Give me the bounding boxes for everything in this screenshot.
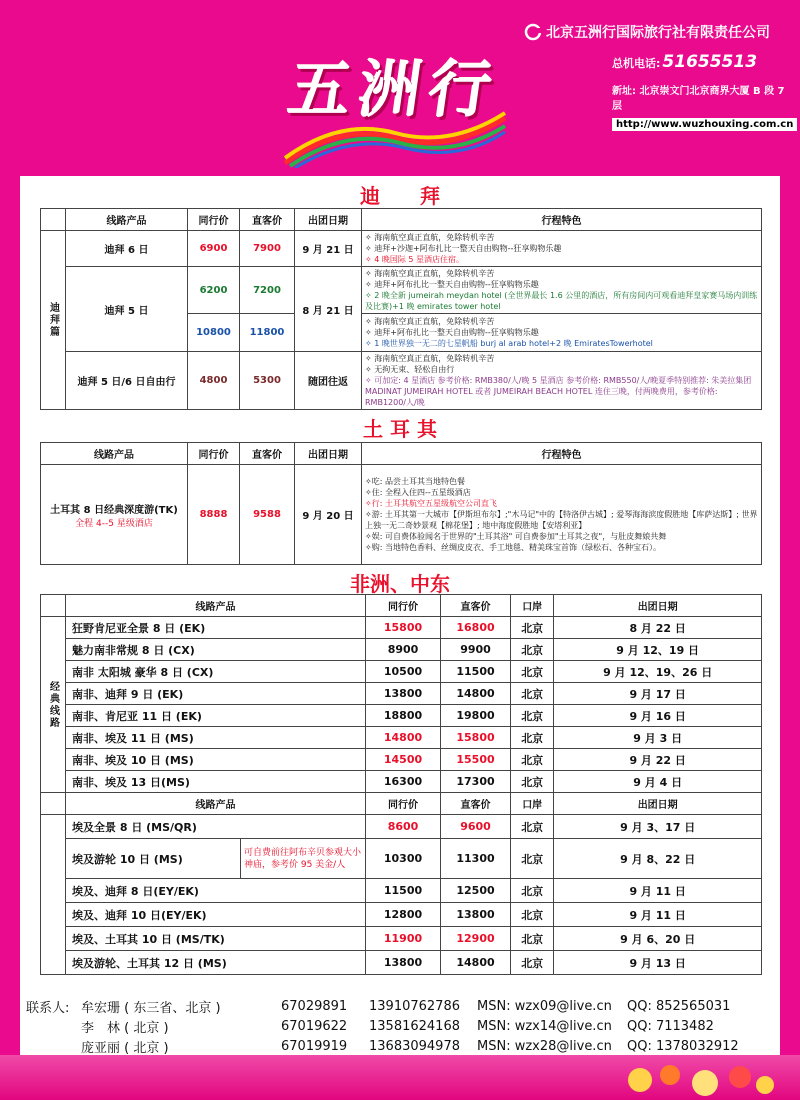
website-link[interactable]: http://www.wuzhouxing.com.cn: [612, 118, 797, 131]
turkey-features: ✧吃: 品尝土耳其当地特色餐 ✧住: 全程入住四--五星级酒店 ✧行: 土耳其航空五星级航空公司直飞 ✧游: 土耳其第一大城市【伊斯坦布尔】;"木马记"中的【特洛伊古城】; 爱琴海海滨度假胜地【库萨达斯】; 世界上独一无二奇妙景观【棉花堡】; 地中海度假胜地【安塔利亚】 ✧娱: 可自费体验闻名于世界的"土耳其浴" 可自费参加"土耳其之夜"，与肚皮舞娘共舞 ✧购: 当地特色香料、丝绸皮皮衣、手工地毯、精美珠宝首饰（绿松石、各种宝石）。: [362, 465, 762, 565]
company-info: [524, 22, 794, 131]
table-row: 南非、肯尼亚 11 日 (EK) 18800 19800 北京 9 月 16 日: [41, 705, 762, 727]
table-row: 埃及全景 8 日 (MS/QR) 8600 9600 北京 9 月 3、17 日: [41, 815, 762, 839]
table-row: 10800 11800 ✧ 海南航空真正直航，免除转机辛苦 ✧ 迪拜+阿布扎比一整天自由购物--狂享购物乐趣 ✧ 1 晚世界独一无二的七星帆船 burj al arab hotel+2 晚 EmiratesTowerhotel: [41, 314, 762, 352]
address: 新址: 北京崇文门北京商界大厦 B 段 7 层: [612, 86, 785, 112]
turkey-title: 土 耳 其: [363, 417, 437, 441]
table-row: 埃及游轮 10 日 (MS) 可自费前往阿布辛贝参观大小神庙，参考价 95 美金/人 10300 11300 北京 9 月 8、22 日: [41, 839, 762, 879]
company-logo: [270, 40, 530, 170]
contact-row: 李 林 ( 北京 ) 67019622 13581624168 MSN: wzx14@live.cn QQ: 7113482: [81, 1018, 714, 1036]
table-row: 经典线路 狂野肯尼亚全景 8 日 (EK) 15800 16800 北京 8 月 22 日: [41, 617, 762, 639]
header: [0, 0, 800, 170]
contacts: [26, 996, 786, 1056]
africa-title: 非洲、中东: [350, 572, 450, 596]
contact-row: 庞亚丽 ( 北京 ) 67019919 13683094978 MSN: wzx28@live.cn QQ: 1378032912: [81, 1038, 739, 1056]
row-note: 可自费前往阿布辛贝参观大小神庙，参考价 95 美金/人: [241, 839, 366, 879]
table-row: 南非、埃及 11 日 (MS) 14800 15800 北京 9 月 3 日: [41, 727, 762, 749]
dubai-features: ✧ 海南航空真正直航，免除转机辛苦 ✧ 迪拜+阿布扎比一整天自由购物--狂享购物乐趣 ✧ 2 晚全新 jumeirah meydan hotel (全世界最长 1.6 公里的酒店，所有房间内可观看迪拜皇家赛马场内训练及比赛)+1 晚 emirates tower hotel: [362, 267, 762, 314]
logo-text: 五洲行: [284, 53, 505, 126]
africa-table: [40, 594, 762, 975]
africa-section-label: 经典线路: [41, 617, 66, 793]
contact-row: 联系人: 牟宏珊 ( 东三省、北京 ) 67029891 13910762786 MSN: wzx09@live.cn QQ: 852565031: [26, 998, 731, 1016]
tel-number: 51655513: [662, 52, 758, 72]
table-row: 土耳其 8 日经典深度游(TK) 全程 4--5 星级酒店 8888 9588 9 月 20 日 ✧吃: 品尝土耳其当地特色餐 ✧住: 全程入住四--五星级酒店 ✧行: 土耳其航空五星级航空公司直飞 ✧游: 土耳其第一大城市【伊斯坦布尔】;"木马记"中的【特洛伊古城】; 爱琴海海滨度假胜地【库萨达斯】; 世界上独一无二奇妙景观【棉花堡】; 地中海度假胜地【安塔利亚】 ✧娱: 可自费体验闻名于世界的"土耳其浴" 可自费参加"土耳其之夜"，与肚皮舞娘共舞 ✧购: 当地特色香料、丝绸皮皮衣、手工地毯、精美珠宝首饰（绿松石、各种宝石）。: [41, 465, 762, 565]
table-row: 迪拜篇 迪拜 6 日 6900 7900 9 月 21 日 ✧ 海南航空真正直航，免除转机辛苦 ✧ 迪拜+沙迦+阿布扎比一整天自由购物--狂享购物乐趣 ✧ 4 晚国际 5 星酒店住宿。: [41, 231, 762, 267]
dubai-features: ✧ 海南航空真正直航，免除转机辛苦 ✧ 迪拜+沙迦+阿布扎比一整天自由购物--狂享购物乐趣 ✧ 4 晚国际 5 星酒店住宿。: [362, 231, 762, 267]
dubai-section-label: 迪拜篇: [41, 231, 66, 410]
turkey-product: 土耳其 8 日经典深度游(TK) 全程 4--5 星级酒店: [41, 465, 188, 565]
africa-header-row-2: 线路产品 同行价 直客价 口岸 出团日期: [41, 793, 762, 815]
table-row: 南非、埃及 13 日(MS) 16300 17300 北京 9 月 4 日: [41, 771, 762, 793]
content-panel: [20, 176, 780, 1055]
table-row: 埃及、土耳其 10 日 (MS/TK) 11900 12900 北京 9 月 6、20 日: [41, 927, 762, 951]
table-row: 南非、埃及 10 日 (MS) 14500 15500 北京 9 月 22 日: [41, 749, 762, 771]
africa-header-row: 线路产品 同行价 直客价 口岸 出团日期: [41, 595, 762, 617]
turkey-header-row: 线路产品 同行价 直客价 出团日期 行程特色: [41, 443, 762, 465]
dubai-header-row: 线路产品 同行价 直客价 出团日期 行程特色: [41, 209, 762, 231]
dubai-features: ✧ 海南航空真正直航，免除转机辛苦 ✧ 迪拜+阿布扎比一整天自由购物--狂享购物乐趣 ✧ 1 晚世界独一无二的七星帆船 burj al arab hotel+2 晚 EmiratesTowerhotel: [362, 314, 762, 352]
company-emblem-icon: [524, 23, 542, 41]
rainbow-ribbon: [280, 108, 510, 168]
table-row: 魅力南非常规 8 日 (CX) 8900 9900 北京 9 月 12、19 日: [41, 639, 762, 661]
dubai-table: [40, 208, 762, 410]
table-row: 迪拜 5 日/6 日自由行 4800 5300 随团往返 ✧ 海南航空真正直航，免除转机辛苦 ✧ 无拘无束、轻松自由行 ✧ 可加定: 4 星酒店 参考价格: RMB380/人/晚 5 星酒店 参考价格: RMB550/人/晚夏季特别推荐: 朱美拉集团 MADINAT JUMEIRAH HOTEL 或者 JUMEIRAH BEACH HOTEL 连住三晚，付两晚费用，参考价格: RMB1200/人/晚: [41, 352, 762, 410]
tel-row: 总机电话: 51655513: [612, 52, 758, 72]
table-row: 埃及游轮、土耳其 12 日 (MS) 13800 14800 北京 9 月 13 日: [41, 951, 762, 975]
company-name: 北京五洲行国际旅行社有限责任公司: [524, 22, 794, 42]
table-row: 南非 太阳城 豪华 8 日 (CX) 10500 11500 北京 9 月 12、19、26 日: [41, 661, 762, 683]
table-row: 埃及、迪拜 10 日(EY/EK) 12800 13800 北京 9 月 11 日: [41, 903, 762, 927]
festive-decoration: [610, 1055, 780, 1100]
table-row: 埃及、迪拜 8 日(EY/EK) 11500 12500 北京 9 月 11 日: [41, 879, 762, 903]
dubai-features: ✧ 海南航空真正直航，免除转机辛苦 ✧ 无拘无束、轻松自由行 ✧ 可加定: 4 星酒店 参考价格: RMB380/人/晚 5 星酒店 参考价格: RMB550/人/晚夏季特别推荐: 朱美拉集团 MADINAT JUMEIRAH HOTEL 或者 JUMEIRAH BEACH HOTEL 连住三晚，付两晚费用，参考价格: RMB1200/人/晚: [362, 352, 762, 410]
dubai-title: 迪 拜: [360, 184, 440, 208]
table-row: 南非、迪拜 9 日 (EK) 13800 14800 北京 9 月 17 日: [41, 683, 762, 705]
table-row: 迪拜 5 日 6200 7200 8 月 21 日 ✧ 海南航空真正直航，免除转机辛苦 ✧ 迪拜+阿布扎比一整天自由购物--狂享购物乐趣 ✧ 2 晚全新 jumeirah meydan hotel (全世界最长 1.6 公里的酒店，所有房间内可观看迪拜皇家赛马场内训练及比赛)+1 晚 emirates tower hotel: [41, 267, 762, 314]
turkey-table: [40, 442, 762, 565]
